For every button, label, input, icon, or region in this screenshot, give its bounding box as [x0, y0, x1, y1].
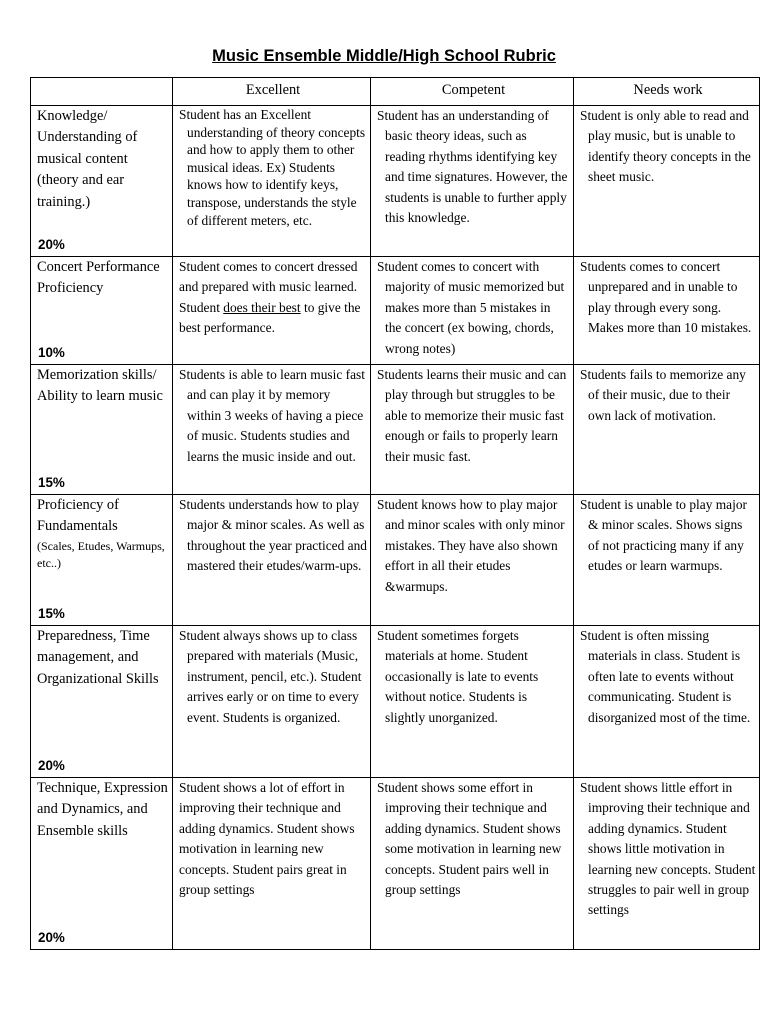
header-needs-work: Needs work	[574, 78, 760, 106]
table-row	[31, 495, 760, 626]
excellent-cell	[173, 257, 371, 365]
criterion-label: Proficiency of Fundamentals	[37, 497, 119, 535]
table-row	[31, 106, 760, 257]
criterion-weight: 10%	[38, 344, 65, 360]
needs-work-text: Students comes to concert unprepared and in unable to play through every song. Makes more than 10 mistakes.	[580, 259, 752, 336]
header-excellent: Excellent	[173, 78, 371, 106]
needs-work-text: Student shows little effort in improving their technique and adding dynamics. Student shows little motivation in learning new concepts. Student struggles to pair well in group settings	[580, 780, 756, 918]
excellent-cell	[173, 626, 371, 778]
needs-work-cell	[574, 106, 760, 257]
needs-work-cell	[574, 365, 760, 495]
competent-text: Student knows how to play major and minor scales with only minor mistakes. They have also shown effort in all their etudes &warmups.	[377, 497, 565, 594]
criterion-label: Technique, Expression and Dynamics, and Ensemble skills	[37, 780, 168, 839]
excellent-cell	[173, 365, 371, 495]
criterion-weight: 20%	[38, 929, 65, 945]
excellent-text-end: to give the best performance.	[179, 299, 361, 336]
header-criterion	[31, 78, 173, 106]
table-row	[31, 626, 760, 778]
excellent-text: Student shows a lot of effort in improving their technique and adding dynamics. Student shows motivation in learning new concepts. Student pairs great in group settings	[179, 780, 355, 898]
excellent-cell	[173, 778, 371, 950]
document-title	[0, 47, 768, 66]
criterion-weight: 20%	[38, 757, 65, 773]
criterion-cell	[31, 365, 173, 495]
competent-text: Student has an understanding of basic theory ideas, such as reading rhythms identifying key and time signatures. However, the students is unable to further apply this knowledge.	[377, 108, 568, 226]
excellent-text-start: Student comes to concert dressed and prepared with music learned. Student	[179, 259, 358, 315]
table-row	[31, 365, 760, 495]
needs-work-text: Student is only able to read and play music, but is unable to identify theory concepts in the sheet music.	[580, 108, 751, 185]
needs-work-text: Student is unable to play major & minor scales. Shows signs of not practicing many if any etudes or learn warmups.	[580, 497, 747, 574]
criterion-label: Memorization skills/ Ability to learn music	[37, 367, 163, 405]
excellent-text: Students understands how to play major & minor scales. As well as throughout the year practiced and mastered their etudes/warm-ups.	[179, 497, 367, 574]
criterion-weight: 15%	[38, 474, 65, 490]
table-row	[31, 257, 760, 365]
competent-text: Student comes to concert with majority of music memorized but makes more than 5 mistakes in the concert (ex bowing, chords, wrong notes)	[377, 259, 565, 356]
excellent-text: Students is able to learn music fast and can play it by memory within 3 weeks of having a piece of music. Students studies and learns the music inside and out.	[179, 367, 365, 464]
needs-work-cell	[574, 495, 760, 626]
excellent-cell	[173, 495, 371, 626]
header-row	[31, 78, 760, 106]
competent-text: Students learns their music and can play through but struggles to be able to memorize their music fast enough or fails to properly learn their music fast.	[377, 367, 567, 464]
competent-text: Student shows some effort in improving their technique and adding dynamics. Student shows some motivation in learning new concepts. Student pairs well in group settings	[377, 780, 562, 898]
excellent-text: Student has an Excellent understanding of theory concepts and how to apply them to other musical ideas. Ex) Students knows how to identify keys, transpose, understands the style of different meters, etc.	[179, 107, 366, 228]
excellent-cell	[173, 106, 371, 257]
needs-work-cell	[574, 778, 760, 950]
competent-cell	[371, 626, 574, 778]
criterion-label: Knowledge/ Understanding of musical content (theory and ear training.)	[37, 108, 138, 210]
needs-work-cell	[574, 257, 760, 365]
rubric-table	[30, 77, 760, 950]
competent-cell	[371, 257, 574, 365]
criterion-cell	[31, 257, 173, 365]
needs-work-text: Students fails to memorize any of their music, due to their own lack of motivation.	[580, 367, 746, 423]
header-competent: Competent	[371, 78, 574, 106]
competent-text: Student sometimes forgets materials at home. Student occasionally is late to events without notice. Students is slightly unorganized.	[377, 628, 539, 725]
criterion-label: Preparedness, Time management, and Organizational Skills	[37, 628, 159, 687]
competent-cell	[371, 106, 574, 257]
competent-cell	[371, 365, 574, 495]
criterion-label: Concert Performance Proficiency	[37, 259, 160, 297]
criterion-cell	[31, 626, 173, 778]
needs-work-text: Student is often missing materials in class. Student is often late to events without communicating. Student is disorganized most of the time.	[580, 628, 751, 725]
title-text: Music Ensemble Middle/High School Rubric	[212, 47, 556, 65]
table-row	[31, 778, 760, 950]
criterion-weight: 20%	[38, 236, 65, 252]
excellent-text: Student always shows up to class prepared with materials (Music, instrument, pencil, etc.). Student arrives early or on time to every event. Students is organized.	[179, 628, 362, 725]
criterion-detail: (Scales, Etudes, Warmups, etc..)	[37, 538, 165, 570]
excellent-text-underlined: does their best	[223, 299, 301, 315]
criterion-weight: 15%	[38, 605, 65, 621]
criterion-cell	[31, 495, 173, 626]
needs-work-cell	[574, 626, 760, 778]
competent-cell	[371, 778, 574, 950]
competent-cell	[371, 495, 574, 626]
criterion-cell	[31, 106, 173, 257]
criterion-cell	[31, 778, 173, 950]
